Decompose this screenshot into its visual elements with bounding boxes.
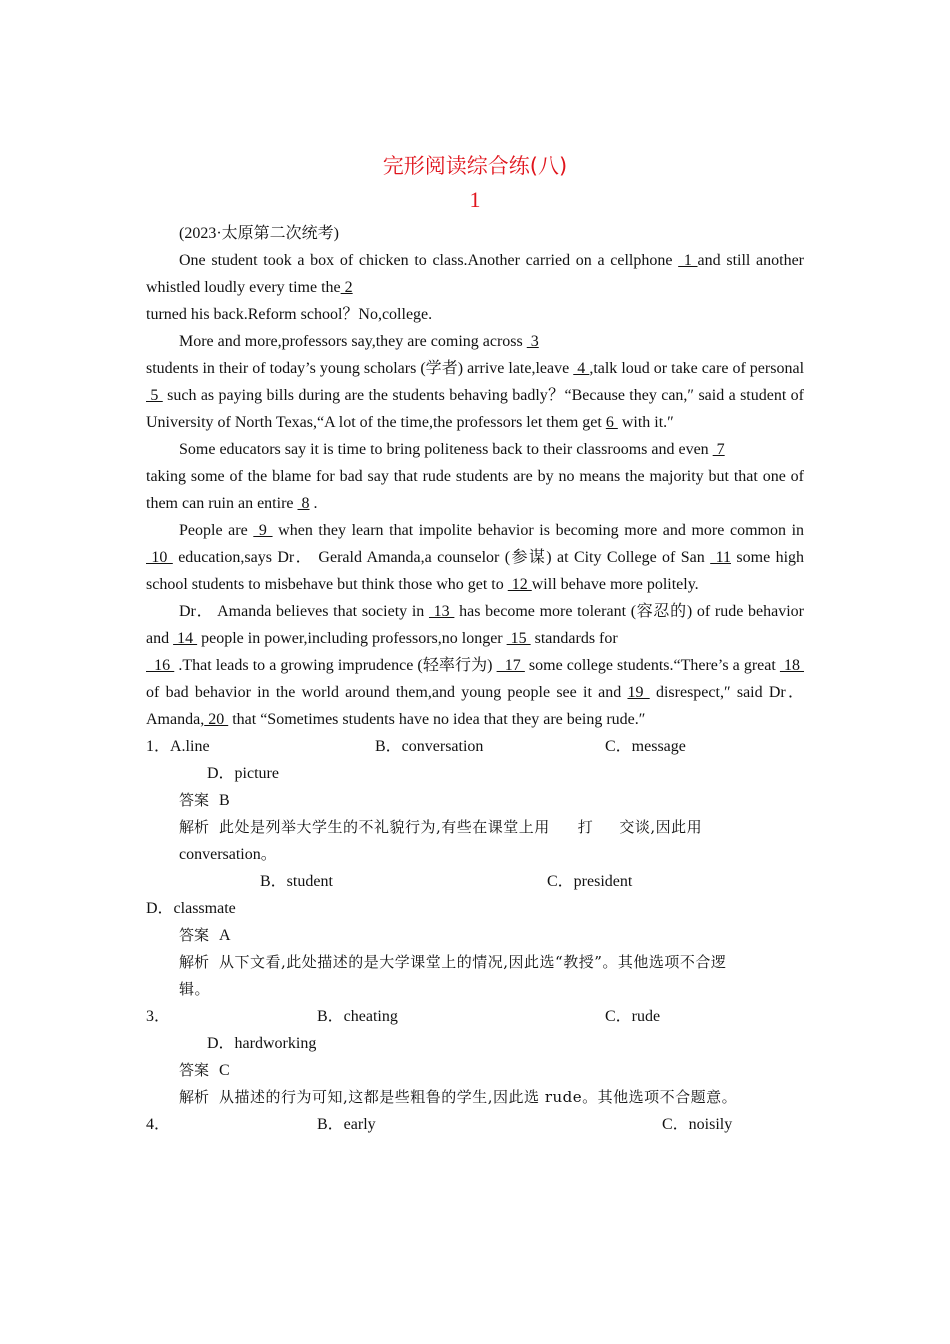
text: Some educators say it is time to bring politeness back to their classrooms and even (179, 441, 713, 458)
page-title: 完形阅读综合练(八) (382, 154, 568, 178)
blank-15: 15 (506, 630, 531, 647)
blank-19: 19 (627, 684, 650, 701)
blank-9: 9 (253, 522, 273, 539)
blank-12: 12 (507, 576, 532, 593)
blank-6: 6 (605, 414, 618, 431)
text: taking some of the blame for bad say that rude students are by no means the majority but that one of them can ruin an entire (146, 468, 804, 512)
explain-text: 交谈,因此用 (619, 818, 703, 836)
passage-paragraph-2-cont (146, 355, 804, 436)
text: with it.″ (617, 414, 674, 431)
text: people in power,including professors,no longer (197, 630, 507, 647)
blank-14: 14 (173, 630, 198, 647)
answer-label: 答案 (179, 926, 210, 944)
passage-paragraph-3 (146, 436, 804, 463)
text: . (309, 495, 318, 512)
explain-label: 解析 (179, 818, 210, 836)
explain-label: 解析 (179, 953, 210, 971)
option-b: B．student (260, 873, 333, 890)
text: ,talk loud or take care of personal (589, 360, 805, 377)
explain-text: 此处是列举大学生的不礼貌行为,有些在课堂上用 (219, 818, 550, 836)
text: such as paying bills during are the students behaving badly？“Because they can,″ said a student of University of North Texas,“A lot of the time,the professors let them get (146, 387, 804, 431)
document-page (146, 150, 804, 1138)
section-number: 1 (469, 187, 481, 212)
blank-20: 20 (204, 711, 229, 728)
explanation-2 (146, 949, 804, 976)
option-c: C．president (547, 873, 633, 890)
blank-10: 10 (146, 549, 173, 566)
passage-paragraph-1 (146, 247, 804, 301)
explanation-1-cont: conversation。 (179, 846, 277, 863)
option-d: D．picture (207, 765, 279, 782)
blank-17: 17 (496, 657, 525, 674)
option-c: C．rude (605, 1008, 661, 1025)
text: More and more,professors say,they are coming across (179, 333, 527, 350)
question-4-options (146, 1111, 804, 1138)
question-number: 3． (146, 1008, 171, 1025)
text: People are (179, 522, 254, 539)
blank-7: 7 (712, 441, 725, 458)
text: .That leads to a growing imprudence (轻率行为) (174, 657, 497, 674)
blank-2: 2 (340, 279, 353, 296)
explanation-3 (146, 1084, 804, 1111)
option-c: C．noisily (662, 1116, 733, 1133)
text: some college students.“There’s a great (524, 657, 780, 674)
option-b: B．early (317, 1116, 376, 1133)
question-3-options (146, 1003, 804, 1030)
passage-paragraph-1-cont: turned his back.Reform school？No,college. (146, 306, 433, 323)
passage-paragraph-3-cont (146, 463, 804, 517)
explain-text: 打 (577, 818, 594, 836)
text: of bad behavior in the world around them,and young people see it and (146, 684, 628, 701)
option-b: B．conversation (375, 738, 484, 755)
question-3-options-cont (146, 1030, 804, 1057)
text: education,says Dr． Gerald Amanda,a counselor (参谋) at City College of San (172, 549, 711, 566)
explain-text: 从下文看,此处描述的是大学课堂上的情况,因此选“教授”。其他选项不合逻 (219, 953, 727, 971)
blank-1: 1 (678, 252, 698, 269)
option-a: 1．A.line (146, 738, 210, 755)
blank-4: 4 (573, 360, 590, 377)
option-d: D．classmate (146, 900, 236, 917)
explanation-2-cont (146, 976, 804, 1003)
blank-18: 18 (779, 657, 805, 674)
text: standards for (530, 630, 618, 647)
passage-paragraph-5-cont (146, 652, 804, 733)
question-1-options (146, 733, 804, 760)
blank-13: 13 (428, 603, 455, 620)
answer-2 (146, 922, 804, 949)
question-1-options-cont (146, 760, 804, 787)
answer-1 (146, 787, 804, 814)
question-2-options-cont (146, 895, 804, 922)
blank-11: 11 (710, 549, 731, 566)
explain-label: 解析 (179, 1088, 210, 1106)
answer-value: A (219, 927, 231, 944)
explain-text: 辑。 (179, 980, 211, 998)
passage-paragraph-2 (146, 328, 804, 355)
question-number: 4． (146, 1116, 171, 1133)
answer-3 (146, 1057, 804, 1084)
passage-paragraph-4 (146, 517, 804, 598)
text: that “Sometimes students have no idea that they are being rude.″ (228, 711, 646, 728)
option-b: B．cheating (317, 1008, 398, 1025)
text: students in their of today’s young scholars (学者) arrive late,leave (146, 360, 574, 377)
passage-paragraph-5 (146, 598, 804, 652)
option-d: D．hardworking (207, 1035, 317, 1052)
text: Dr． Amanda believes that society in (179, 603, 429, 620)
explain-text: 从描述的行为可知,这都是些粗鲁的学生,因此选 rude。其他选项不合题意。 (219, 1088, 738, 1106)
text: One student took a box of chicken to class.Another carried on a cellphone (179, 252, 679, 269)
blank-3: 3 (526, 333, 539, 350)
text: will behave more politely. (531, 576, 699, 593)
blank-16: 16 (146, 657, 175, 674)
blank-8: 8 (297, 495, 310, 512)
text: disrespect,″ said Dr． Amanda, (146, 684, 804, 728)
explanation-1 (146, 814, 804, 841)
answer-label: 答案 (179, 791, 210, 809)
option-c: C．message (605, 738, 686, 755)
text: and still another whistled loudly every time the (146, 252, 805, 296)
question-2-options (146, 868, 804, 895)
answer-label: 答案 (179, 1061, 210, 1079)
answer-value: B (219, 792, 230, 809)
blank-5: 5 (146, 387, 163, 404)
text: has become more tolerant (容忍的) of rude behavior and (146, 603, 804, 647)
text: some high school students to misbehave but think those who get to (146, 549, 805, 593)
text: when they learn that impolite behavior is becoming more and more common in (272, 522, 805, 539)
source-note: (2023·太原第二次统考) (179, 225, 339, 242)
answer-value: C (219, 1062, 230, 1079)
